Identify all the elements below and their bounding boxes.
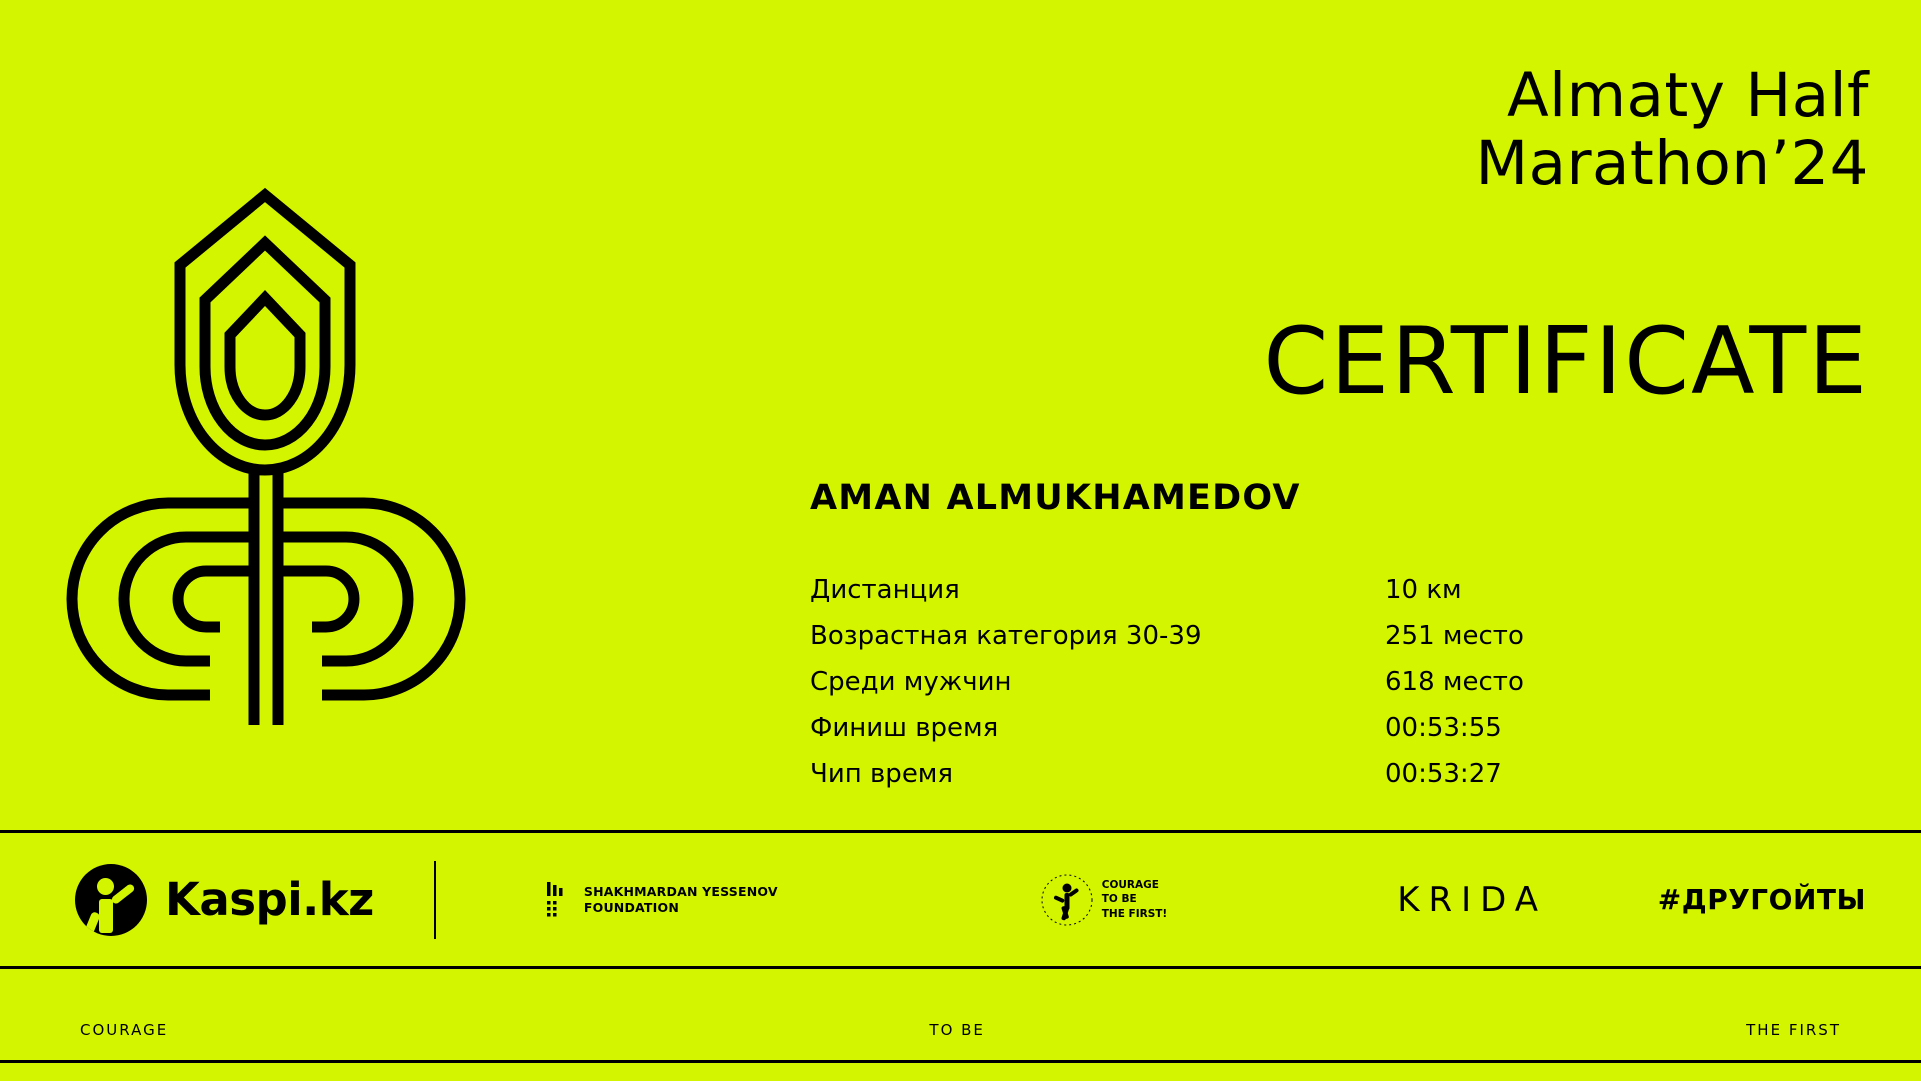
yessenov-bars-icon: [546, 882, 574, 918]
result-value: 00:53:55: [1385, 713, 1502, 743]
slogan-center: TO BE: [929, 1021, 985, 1039]
drugoity-hashtag: #ДРУГОЙТЫ: [1657, 883, 1866, 916]
divider-footer: [0, 1060, 1921, 1063]
corporate-fund-line-2: TO BE: [1101, 893, 1137, 906]
result-row: [810, 621, 1620, 651]
event-title-line-2: Marathon’24: [1475, 128, 1869, 200]
krida-logo: KRIDA: [1397, 879, 1548, 920]
result-row: [810, 713, 1620, 743]
result-row: [810, 575, 1620, 605]
corporate-fund-logo: [1038, 871, 1167, 929]
tulip-emblem-icon: [60, 165, 560, 735]
divider-bottom: [0, 966, 1921, 969]
sponsor-bar: [0, 833, 1921, 966]
result-value: 618 место: [1385, 667, 1524, 697]
yessenov-foundation-logo: [546, 882, 778, 918]
document-type-heading: CERTIFICATE: [1263, 307, 1869, 415]
kaspi-logo: [75, 864, 374, 936]
result-row: [810, 759, 1620, 789]
result-label: Дистанция: [810, 575, 960, 605]
result-label: Финиш время: [810, 713, 999, 743]
result-label: Среди мужчин: [810, 667, 1012, 697]
event-title-line-1: Almaty Half: [1506, 60, 1869, 131]
result-label: Чип время: [810, 759, 954, 789]
kaspi-runner-icon: [75, 864, 147, 936]
corporate-fund-wordmark: [1102, 878, 1167, 921]
event-title: [969, 62, 1869, 199]
slogan-right: THE FIRST: [1746, 1021, 1841, 1039]
yessenov-wordmark: [584, 884, 778, 915]
corporate-fund-runner-icon: [1038, 871, 1096, 929]
results-table: [810, 575, 1620, 805]
result-label: Возрастная категория 30-39: [810, 621, 1202, 651]
slogan-left: COURAGE: [80, 1021, 169, 1039]
result-value: 00:53:27: [1385, 759, 1502, 789]
footer-slogan: [0, 1000, 1921, 1060]
result-row: [810, 667, 1620, 697]
athlete-name: AMAN ALMUKHAMEDOV: [810, 478, 1301, 518]
result-value: 10 км: [1385, 575, 1462, 605]
corporate-fund-line-3: THE FIRST!: [1101, 907, 1168, 920]
kaspi-wordmark: Kaspi.kz: [165, 873, 374, 926]
yessenov-line-2: FOUNDATION: [583, 899, 679, 915]
sponsor-divider: [434, 861, 436, 939]
corporate-fund-line-1: COURAGE: [1101, 879, 1159, 892]
result-value: 251 место: [1385, 621, 1524, 651]
yessenov-line-1: SHAKHMARDAN YESSENOV: [583, 883, 778, 899]
